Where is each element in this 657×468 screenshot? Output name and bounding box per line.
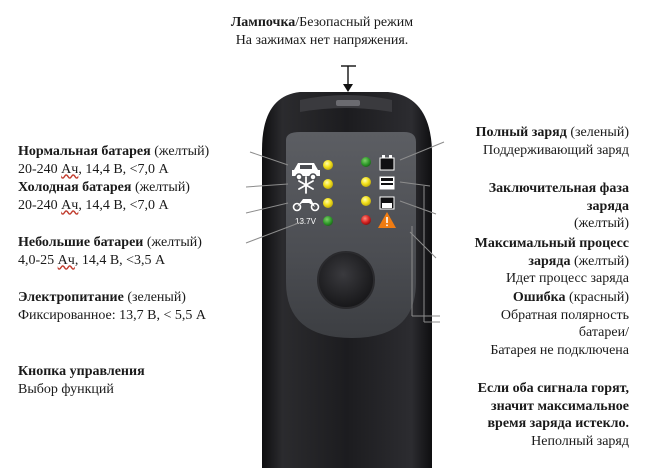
control-button-label: Кнопка управления Выбор функций (18, 364, 145, 397)
battery-final-icon (380, 177, 394, 189)
cold-battery-label: Холодная батарея (желтый) 20-240 Ач, 14,4 В, <7,0 А (18, 180, 190, 213)
led-cold (323, 179, 333, 189)
timeout-label: Если оба сигнала горят, значит максимальное время заряда истекло. Неполный заряд (477, 381, 629, 449)
final-phase-label: Заключительная фаза заряда (желтый) (488, 181, 629, 231)
led-error (361, 215, 371, 225)
max-charge-label: Максимальный процесс заряда (желтый) Идет процесс заряда (474, 236, 629, 286)
lamp-arrow (341, 66, 356, 92)
led-max (361, 196, 371, 206)
led-normal (323, 160, 333, 170)
lamp-bulb (336, 100, 360, 106)
lamp-label (207, 14, 437, 49)
lamp-description: На зажимах нет напряжения. (235, 32, 409, 48)
lamp-title: Лампочка (230, 15, 296, 30)
small-battery-label: Небольшие батареи (желтый) 4,0-25 Ач, 14,4 В, <3,5 А (18, 235, 202, 268)
led-small (323, 198, 333, 208)
power-supply-label: Электропитание (зеленый) Фиксированное: 13,7 В, < 5,5 А (18, 290, 206, 323)
error-label: Ошибка (красный) Обратная полярность батареи/ Батарея не подключена (490, 290, 629, 358)
lamp-subtitle: /Безопасный режим (295, 15, 414, 30)
full-charge-label: Полный заряд (зеленый) Поддерживающий заряд (475, 125, 629, 158)
led-final (361, 177, 371, 187)
led-full (361, 157, 371, 167)
normal-battery-label: Нормальная батарея (желтый) 20-240 Ач, 14,4 В, <7,0 А (18, 144, 210, 177)
led-power (323, 216, 333, 226)
battery-max-icon (380, 197, 394, 209)
voltage-label: 13.7V (295, 217, 316, 226)
control-button (318, 252, 374, 308)
